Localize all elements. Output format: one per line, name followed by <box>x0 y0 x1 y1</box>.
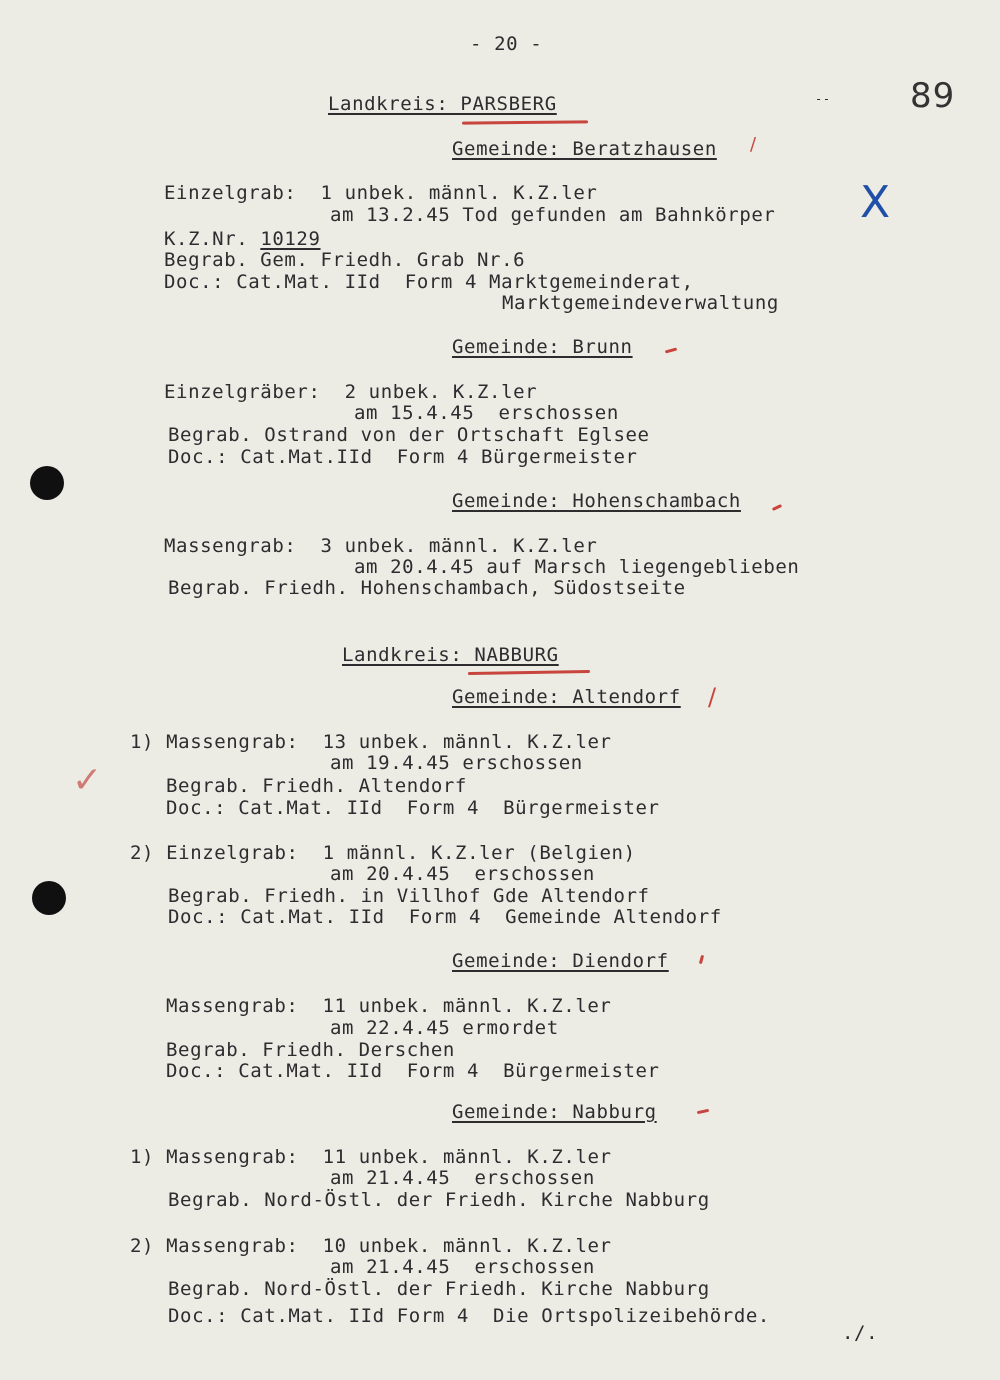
record-line: 1) Massengrab: 13 unbek. männl. K.Z.ler <box>130 731 612 753</box>
red-underline-mark <box>462 120 588 124</box>
kz-number-value: 10129 <box>260 228 321 250</box>
record-line: Begrab. Friedh. in Villhof Gde Altendorf <box>168 885 650 907</box>
record-line: Doc.: Cat.Mat. IId Form 4 Die Ortspolizeibehörde. <box>168 1305 770 1327</box>
record-line: Einzelgräber: 2 unbek. K.Z.ler <box>164 381 538 403</box>
record-line: am 20.4.45 auf Marsch liegengeblieben <box>354 556 800 578</box>
record-line: Doc.: Cat.Mat. IId Form 4 Gemeinde Altendorf <box>168 906 722 928</box>
kz-number-label: K.Z.Nr. <box>164 228 261 250</box>
municipality-heading-altendorf: Gemeinde: Altendorf <box>452 686 681 708</box>
record-line: 1) Massengrab: 11 unbek. männl. K.Z.ler <box>130 1146 612 1168</box>
record-line: 2) Einzelgrab: 1 männl. K.Z.ler (Belgien) <box>130 842 636 864</box>
record-line: Doc.: Cat.Mat. IId Form 4 Bürgermeister <box>166 797 660 819</box>
municipality-heading-hohenschambach: Gemeinde: Hohenschambach <box>452 490 741 512</box>
blue-x-mark: X <box>860 177 891 228</box>
district-heading-nabburg: Landkreis: NABBURG <box>342 644 559 666</box>
record-line: Begrab. Ostrand von der Ortschaft Eglsee <box>168 424 650 446</box>
red-tick-mark: / <box>750 134 757 155</box>
record-line: Massengrab: 3 unbek. männl. K.Z.ler <box>164 535 598 557</box>
red-tick-mark: / <box>708 683 717 711</box>
record-line: am 15.4.45 erschossen <box>354 402 619 424</box>
district-heading-parsberg: Landkreis: PARSBERG <box>328 93 557 115</box>
archive-number: 89 <box>910 76 956 116</box>
dash-mark: -- <box>815 92 831 106</box>
record-line: Doc.: Cat.Mat. IId Form 4 Marktgemeinderat, <box>164 271 694 293</box>
record-line: am 20.4.45 erschossen <box>330 863 595 885</box>
record-line: Begrab. Gem. Friedh. Grab Nr.6 <box>164 249 526 271</box>
record-line: am 22.4.45 ermordet <box>330 1017 559 1039</box>
red-tick-mark <box>665 347 677 353</box>
municipality-heading-beratzhausen: Gemeinde: Beratzhausen <box>452 138 717 160</box>
record-line: Massengrab: 11 unbek. männl. K.Z.ler <box>166 995 612 1017</box>
record-line: Begrab. Friedh. Altendorf <box>166 775 467 797</box>
red-underline-mark <box>468 670 590 675</box>
red-tick-mark <box>699 955 704 964</box>
kz-number-line <box>164 228 321 250</box>
continuation-mark: ./. <box>842 1322 879 1344</box>
record-line: am 13.2.45 Tod gefunden am Bahnkörper <box>330 204 776 226</box>
red-tick-mark <box>697 1109 709 1114</box>
record-line: 2) Massengrab: 10 unbek. männl. K.Z.ler <box>130 1235 612 1257</box>
page-number: - 20 - <box>470 33 543 55</box>
record-line: am 19.4.45 erschossen <box>330 752 583 774</box>
municipality-heading-nabburg: Gemeinde: Nabburg <box>452 1101 657 1123</box>
record-line: Doc.: Cat.Mat.IId Form 4 Bürgermeister <box>168 446 638 468</box>
punch-hole <box>32 881 66 915</box>
record-line: Einzelgrab: 1 unbek. männl. K.Z.ler <box>164 182 598 204</box>
record-line: Begrab. Friedh. Derschen <box>166 1039 455 1061</box>
record-line: Begrab. Nord-Östl. der Friedh. Kirche Nabburg <box>168 1189 710 1211</box>
municipality-heading-diendorf: Gemeinde: Diendorf <box>452 950 669 972</box>
record-line: am 21.4.45 erschossen <box>330 1256 595 1278</box>
record-line: am 21.4.45 erschossen <box>330 1167 595 1189</box>
record-line: Marktgemeindeverwaltung <box>502 292 779 314</box>
record-line: Begrab. Friedh. Hohenschambach, Südostseite <box>168 577 686 599</box>
record-line: Begrab. Nord-Östl. der Friedh. Kirche Nabburg <box>168 1278 710 1300</box>
municipality-heading-brunn: Gemeinde: Brunn <box>452 336 633 358</box>
check-mark: ✓ <box>72 760 103 801</box>
red-tick-mark <box>772 504 782 511</box>
record-line: Doc.: Cat.Mat. IId Form 4 Bürgermeister <box>166 1060 660 1082</box>
punch-hole <box>30 466 64 500</box>
